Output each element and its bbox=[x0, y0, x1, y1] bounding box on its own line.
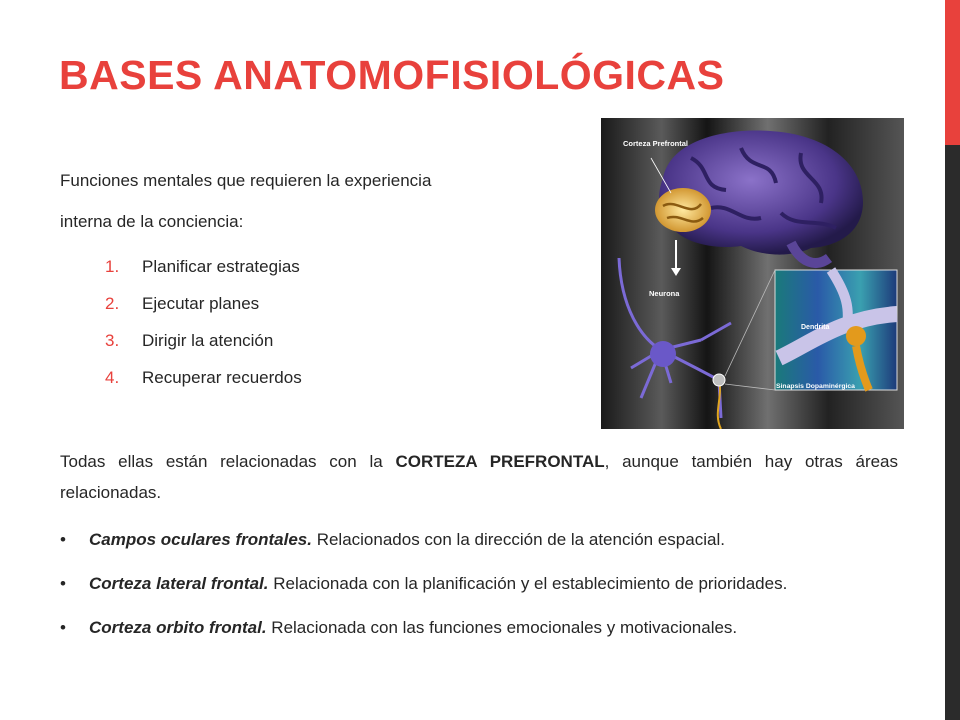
paragraph-text-after: , aunque también hay otras áreas relacionadas. bbox=[60, 452, 899, 502]
slide-title: BASES ANATOMOFISIOLÓGICAS bbox=[59, 52, 725, 98]
area-term: Campos oculares frontales. bbox=[89, 530, 312, 549]
list-item bbox=[105, 322, 302, 359]
list-item bbox=[105, 285, 302, 322]
functions-list bbox=[105, 248, 302, 396]
list-number: 1. bbox=[105, 256, 120, 276]
label-neurona: Neurona bbox=[649, 289, 680, 298]
area-description: Relacionados con la dirección de la atención espacial. bbox=[311, 530, 725, 549]
list-item bbox=[60, 612, 898, 644]
intro-line-1: Funciones mentales que requieren la experiencia bbox=[60, 171, 432, 190]
label-corteza bbox=[623, 139, 688, 148]
list-text: Ejecutar planes bbox=[142, 293, 260, 313]
brain-neuron-illustration bbox=[601, 118, 904, 429]
list-number: 2. bbox=[105, 293, 120, 313]
area-term: Corteza lateral frontal. bbox=[89, 574, 269, 593]
intro-line-2: interna de la conciencia: bbox=[60, 212, 244, 231]
prefrontal-paragraph bbox=[60, 446, 898, 508]
intro-text bbox=[60, 160, 580, 242]
list-item bbox=[60, 524, 898, 556]
area-description: Relacionada con las funciones emocionales y motivacionales. bbox=[266, 618, 738, 637]
bullet-dot: • bbox=[60, 530, 66, 549]
list-text: Planificar estrategias bbox=[142, 256, 300, 276]
bullet-dot: • bbox=[60, 618, 66, 637]
bullet-dot: • bbox=[60, 574, 66, 593]
list-text: Recuperar recuerdos bbox=[142, 367, 302, 387]
list-number: 4. bbox=[105, 367, 120, 387]
area-term: Corteza orbito frontal. bbox=[89, 618, 267, 637]
list-text: Dirigir la atención bbox=[142, 330, 274, 350]
list-item bbox=[105, 359, 302, 396]
label-sinapsis: Sinapsis Dopaminérgica bbox=[776, 383, 855, 390]
label-corteza-text: Corteza Prefrontal bbox=[623, 139, 689, 148]
paragraph-text-before: Todas ellas están relacionadas con la bbox=[60, 452, 396, 471]
list-item bbox=[105, 248, 302, 285]
areas-list bbox=[60, 524, 898, 656]
paragraph-highlight: CORTEZA PREFRONTAL bbox=[395, 452, 605, 471]
sidebar-accent bbox=[945, 0, 960, 145]
label-dendrita: Dendrita bbox=[801, 324, 830, 331]
list-number: 3. bbox=[105, 330, 120, 350]
area-description: Relacionada con la planificación y el establecimiento de prioridades. bbox=[268, 574, 788, 593]
list-item bbox=[60, 568, 898, 600]
